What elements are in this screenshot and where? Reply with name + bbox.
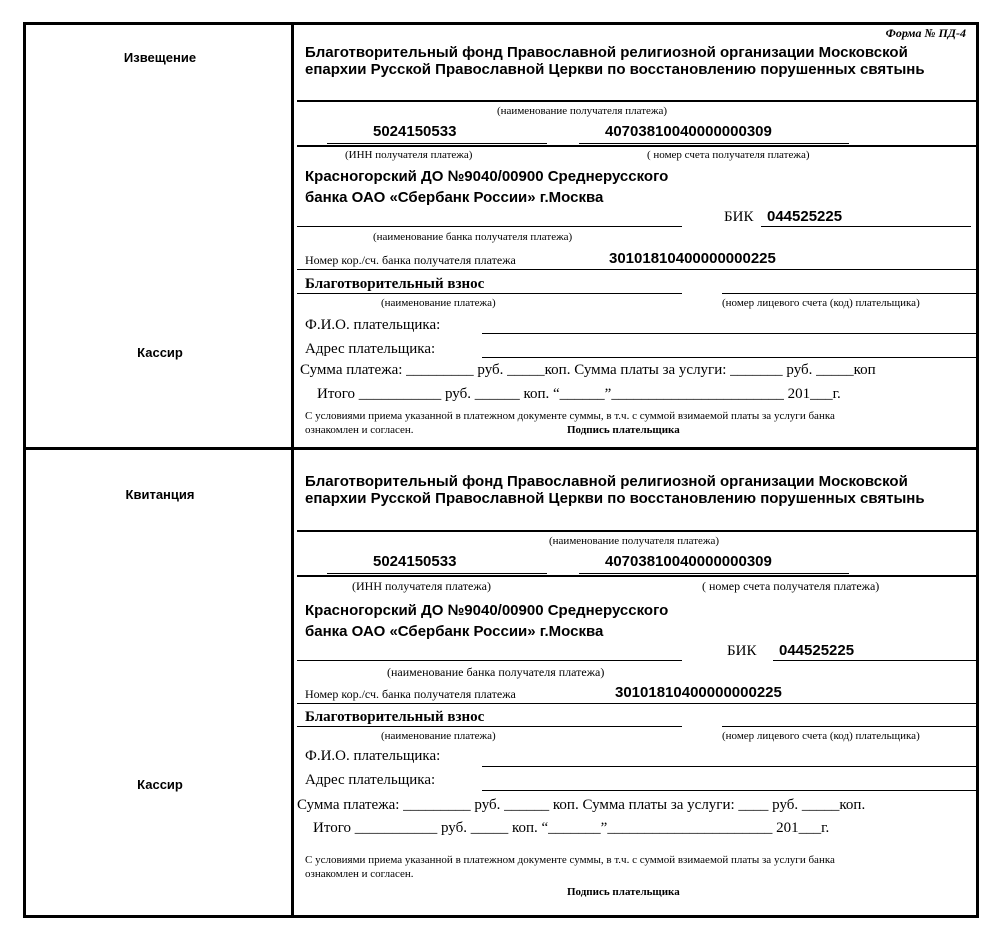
payer-fio-label: Ф.И.О. плательщика: (305, 748, 441, 764)
payment-name: Благотворительный взнос (305, 709, 485, 725)
payment-form (23, 22, 979, 918)
payer-fio-field[interactable] (482, 766, 976, 767)
total-line: Итого ___________ руб. ______ коп. “______”_______________________ 201___г. (317, 386, 841, 402)
personal-account-caption: (номер лицевого счета (код) плательщика) (722, 730, 920, 742)
inn-line (327, 573, 547, 574)
inn-value: 5024150533 (373, 553, 457, 570)
bik-line (761, 226, 971, 227)
recipient-name-caption: (наименование получателя платежа) (549, 535, 720, 547)
total-line: Итого ___________ руб. _____ коп. “_______”______________________ 201___г. (313, 820, 830, 836)
bank-caption: (наименование банка получателя платежа) (387, 665, 605, 679)
inn-value: 5024150533 (373, 123, 457, 140)
bank-name: Красногорский ДО №9040/00900 Среднерусского банка ОАО «Сбербанк России» г.Москва (305, 602, 669, 640)
agreed-text: ознакомлен и согласен. (305, 868, 414, 880)
payment-caption: (наименование платежа) (381, 730, 496, 742)
bik-label: БИК (724, 209, 754, 225)
corr-value: 30101810400000000225 (615, 684, 782, 701)
account-value: 40703810040000000309 (605, 123, 772, 140)
corr-line (297, 703, 976, 704)
corr-line (297, 269, 976, 270)
bank-caption: (наименование банка получателя платежа) (373, 231, 573, 243)
signature-label: Подпись плательщика (567, 886, 680, 898)
account-caption: ( номер счета получателя платежа) (702, 579, 880, 593)
bik-value: 044525225 (779, 642, 855, 659)
sum-line: Сумма платежа: _________ руб. _____коп. Сумма платы за услуги: _______ руб. _____коп (300, 362, 876, 378)
payer-fio-label: Ф.И.О. плательщика: (305, 317, 441, 333)
personal-account-caption: (номер лицевого счета (код) плательщика) (722, 297, 920, 309)
personal-account-line (722, 293, 976, 294)
left-column (26, 25, 294, 447)
signature-label: Подпись плательщика (567, 424, 680, 436)
bank-line (297, 660, 682, 661)
bik-label: БИК (727, 643, 757, 659)
payer-address-label: Адрес плательщика: (305, 772, 436, 788)
divider (297, 575, 976, 577)
payer-address-label: Адрес плательщика: (305, 341, 436, 357)
notice-section (26, 25, 976, 450)
divider (297, 530, 976, 532)
inn-line (327, 143, 547, 144)
payer-fio-field[interactable] (482, 333, 976, 334)
account-value: 40703810040000000309 (605, 553, 772, 570)
divider (297, 100, 976, 102)
bik-line (773, 660, 978, 661)
payment-line (297, 293, 682, 294)
personal-account-line (722, 726, 976, 727)
receipt-label: Квитанция (125, 487, 195, 502)
conditions-text: С условиями приема указанной в платежном документе суммы, в т.ч. с суммой взимаемой платы за услуги банка (305, 410, 835, 422)
bank-line (297, 226, 682, 227)
recipient-name: Благотворительный фонд Православной религиозной организации Московской епархии Русской Православной Церкви по восстановлению порушенных святынь (305, 44, 925, 78)
divider (297, 145, 976, 147)
account-caption: ( номер счета получателя платежа) (647, 149, 810, 161)
inn-caption: (ИНН получателя платежа) (352, 579, 491, 593)
recipient-name-caption: (наименование получателя платежа) (497, 105, 668, 117)
payer-address-field[interactable] (482, 357, 976, 358)
receipt-body (297, 450, 976, 918)
payment-name: Благотворительный взнос (305, 276, 485, 292)
corr-label: Номер кор./сч. банка получателя платежа (305, 687, 516, 701)
bank-name: Красногорский ДО №9040/00900 Среднерусского банка ОАО «Сбербанк России» г.Москва (305, 168, 669, 206)
corr-value: 30101810400000000225 (609, 250, 776, 267)
account-line (579, 143, 849, 144)
conditions-text: С условиями приема указанной в платежном документе суммы, в т.ч. с суммой взимаемой платы за услуги банка (305, 854, 835, 866)
account-line (579, 573, 849, 574)
left-column (26, 450, 294, 918)
agreed-text: ознакомлен и согласен. (305, 424, 414, 436)
payment-line (297, 726, 682, 727)
cashier-label: Кассир (137, 777, 183, 792)
form-number: Форма № ПД-4 (885, 26, 966, 40)
cashier-label: Кассир (137, 345, 183, 360)
bik-value: 044525225 (767, 208, 843, 225)
payer-address-field[interactable] (482, 790, 976, 791)
notice-label: Извещение (123, 50, 197, 65)
corr-label: Номер кор./сч. банка получателя платежа (305, 253, 516, 267)
recipient-name: Благотворительный фонд Православной религиозной организации Московской епархии Русской Православной Церкви по восстановлению порушенных святынь (305, 473, 925, 507)
sum-line: Сумма платежа: _________ руб. ______ коп. Сумма платы за услуги: ____ руб. _____коп. (297, 797, 866, 813)
notice-body (297, 25, 976, 447)
inn-caption: (ИНН получателя платежа) (345, 149, 473, 161)
payment-caption: (наименование платежа) (381, 297, 496, 309)
receipt-section (26, 450, 976, 918)
